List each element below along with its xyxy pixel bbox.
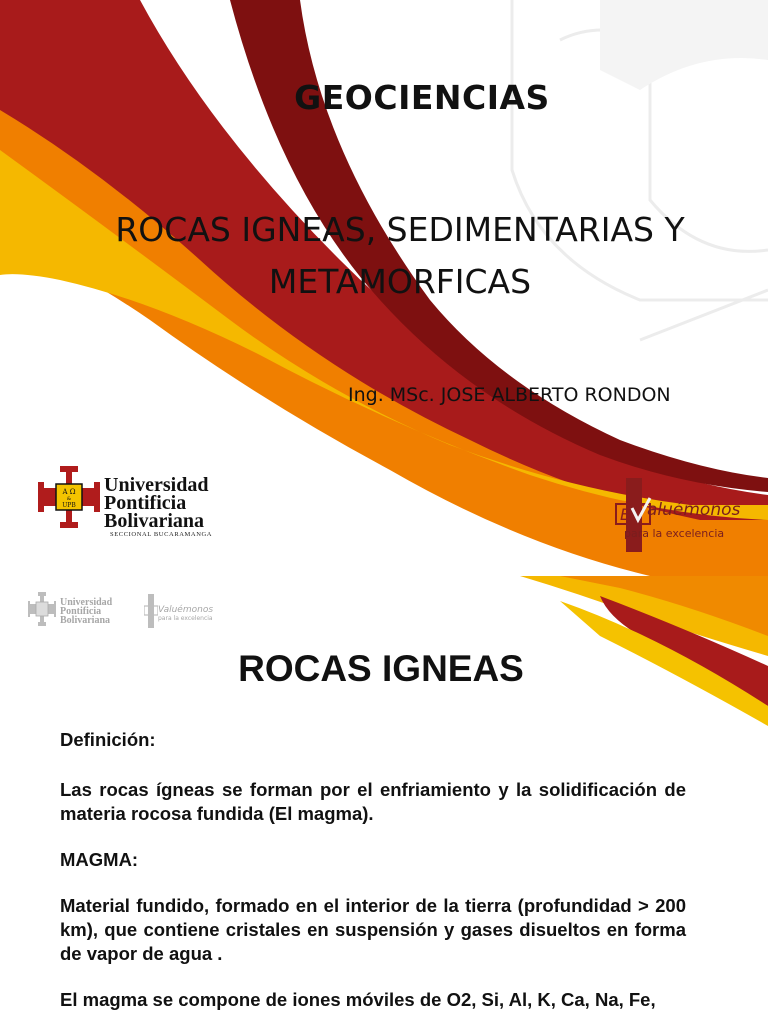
slide-body — [60, 728, 686, 1024]
mini-upb-line-3: Bolivariana — [60, 615, 111, 626]
emblem-bottom-text: UPB — [62, 502, 76, 509]
mini-upb-wordmark — [60, 598, 112, 625]
magma-text: Material fundido, formado en el interior de la tierra (profundidad > 200 km), que contiene cristales en suspensión y gases disueltos en forma de vapor de agua . — [60, 895, 686, 964]
upb-line-1: Universidad — [104, 474, 209, 496]
emblem-top-text: A Ω — [62, 488, 76, 496]
upb-line-2: Pontificia — [104, 492, 187, 514]
mini-val-tagline: para la excelencia — [158, 615, 213, 622]
valuemonos-prefix: E — [620, 505, 631, 524]
valuemonos-wordmark: aluémonos — [647, 500, 741, 520]
emblem-mid-text: & — [66, 496, 72, 502]
author-name: Ing. MSc. JOSE ALBERTO RONDON — [348, 384, 671, 406]
subtitle-line-1: ROCAS IGNEAS, SEDIMENTARIAS Y — [115, 210, 685, 249]
content-slide — [0, 576, 768, 1024]
slide-title: ROCAS IGNEAS — [238, 648, 524, 689]
upb-line-3: Bolivariana — [104, 510, 205, 532]
upb-logo-wordmark — [104, 476, 208, 530]
mini-upb-line-1: Universidad — [60, 597, 113, 608]
mini-upb-emblem-icon — [28, 592, 56, 626]
magma-label: MAGMA: — [60, 849, 139, 870]
mini-valuemonos-mark-icon — [144, 594, 158, 628]
upb-emblem-icon — [38, 466, 100, 528]
subtitle-line-2: METAMORFICAS — [268, 262, 532, 301]
mini-valuemonos-wordmark — [158, 605, 213, 622]
mini-val-word: Valuémonos — [158, 605, 214, 615]
presentation-title: GEOCIENCIAS — [294, 78, 550, 117]
mini-upb-line-2: Pontificia — [60, 606, 102, 617]
upb-logo-subtitle: SECCIONAL BUCARAMANGA — [110, 531, 213, 538]
definition-label: Definición: — [60, 729, 156, 750]
definition-text: Las rocas ígneas se forman por el enfriamiento y la solidificación de materia rocosa fundida (El magma). — [60, 779, 686, 824]
watermark-block — [600, 0, 768, 90]
valuemonos-tagline: para la excelencia — [624, 527, 725, 540]
composition-text: El magma se compone de iones móviles de O2, Si, Al, K, Ca, Na, Fe, — [60, 989, 656, 1010]
presentation-subtitle — [0, 204, 768, 308]
